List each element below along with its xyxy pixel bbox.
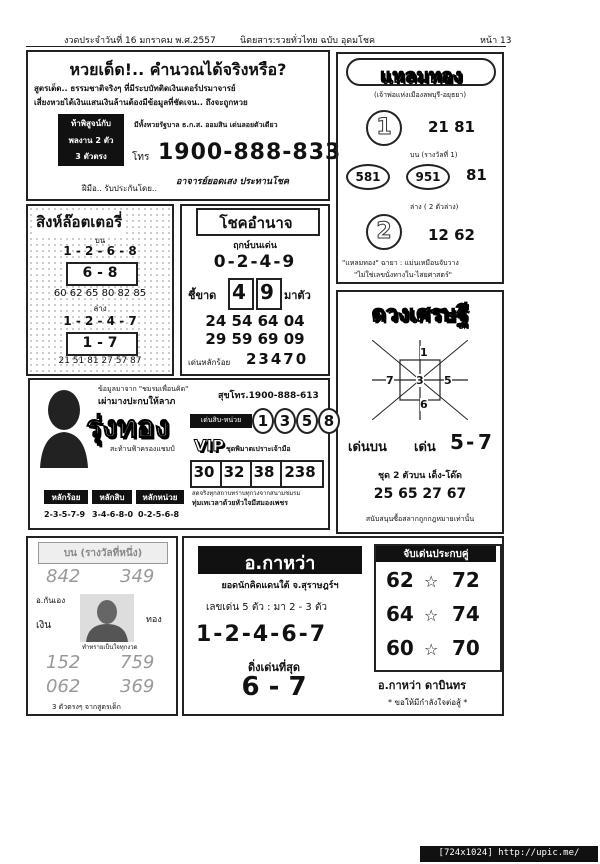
rung-vh3: 0-2-5-6-8: [138, 510, 180, 519]
ad-box-line3: 3 ตัวตรง: [75, 152, 107, 161]
chok-main: 0-2-4-9: [213, 252, 297, 272]
rung-c4-value: 8: [323, 412, 335, 430]
duang-d2: 7: [478, 430, 492, 454]
duang-grid-bottom: 6: [420, 398, 428, 411]
kahwa-pair-box: [374, 544, 502, 672]
singh-row2: 60 62 65 80 82 85: [53, 288, 147, 299]
chok-row2: 29 59 69 09: [205, 330, 305, 348]
singh-lang: ล่าง: [93, 304, 107, 313]
kahwa-sign: อ.กาหว่า ดาบินทร: [378, 679, 467, 692]
singh-box2: [66, 332, 138, 356]
chok-title: โชคอำนาจ: [219, 214, 293, 232]
rung-h2-label: หลักสิบ: [99, 493, 125, 502]
laemthong-title-frame: [346, 58, 496, 86]
duang-label: เด่นบน: [348, 440, 387, 455]
rung-mid2: ทุ่มเทเวลาด้วยหัวใจมีสมองเพชร: [192, 499, 289, 507]
rung-v2: [220, 460, 252, 488]
laemthong-number-2: 2: [376, 219, 392, 244]
laemthong-oval-value-1: 581: [355, 170, 381, 184]
singh-box2-value: 1 - 7: [82, 335, 118, 351]
ad-line2: เสี่ยงหวยได้เงินแสนเงินล้านต้องมีข้อมูลที่ชัดเจน.. ถึงจะถูกหวย: [34, 98, 248, 107]
issue-date: งวดประจำวันที่ 16 มกราคม พ.ศ.2557: [64, 36, 216, 46]
kahwa-dead: 6 - 7: [241, 672, 307, 702]
ad-phone[interactable]: 1900-888-833: [158, 140, 342, 165]
laemthong-number-1: 1: [376, 115, 392, 140]
rung-h3: [136, 490, 184, 504]
kahwa-dead-label: ดิ่งเด่นที่สุด: [247, 661, 301, 674]
rung-phone[interactable]: สุขโทร.1900-888-613: [218, 391, 319, 401]
kahwa-p2b: 74: [452, 602, 480, 626]
portrait-icon: [36, 388, 92, 468]
chok-d2: 9: [260, 280, 274, 304]
rung-vh1: 2-3-5-7-9: [44, 510, 86, 519]
laemthong-label-lang: ล่าง ( 2 ตัวล่าง): [410, 203, 459, 211]
laemthong-panel: [336, 52, 504, 284]
rung-v3-value: 38: [253, 463, 275, 481]
kahwa-p3b: 70: [452, 636, 480, 660]
laemthong-quote-2: "ไม่ใช่เลขนั่งทางใน-ไสยศาสตร์": [354, 271, 452, 279]
ad-phone-label: โทร: [132, 152, 150, 163]
rung-small-label-text: เด่นสิบ-หน่วย: [200, 416, 242, 424]
duang-foot: สนับสนุนซื้อสลากถูกกฎหมายเท่านั้น: [365, 515, 475, 523]
chok-hund: 23470: [246, 350, 309, 368]
page-number: หน้า 13: [480, 36, 512, 46]
kahwa-title-frame: [198, 546, 362, 574]
laemthong-oval-2: [406, 164, 450, 190]
rung-vip: VIP: [194, 436, 225, 455]
singh-panel: [26, 204, 174, 376]
bl-lbl3: ทอง: [146, 615, 162, 625]
kahwa-p2a: 64: [386, 602, 414, 626]
bl-title-frame: [38, 542, 168, 564]
bl-n1: 842: [46, 566, 81, 587]
rung-v2-value: 32: [223, 463, 245, 481]
rung-v1-value: 30: [193, 463, 215, 481]
ad-signer: อาจารย์ยอดเสง ประทานโชค: [176, 177, 289, 187]
bl-n2: 349: [120, 566, 155, 587]
star-icon: ☆: [424, 572, 439, 591]
rung-vh2: 3-4-6-8-0: [92, 510, 134, 519]
duang-dash: -: [466, 430, 475, 454]
watermark-bar: [420, 846, 598, 862]
bl-title: บน (รางวัลที่หนึ่ง): [63, 548, 143, 559]
rung-small-label: [190, 414, 252, 428]
rung-v4: [280, 460, 324, 488]
duang-grid-top: 1: [420, 346, 428, 359]
kahwa-main: 1-2-4-6-7: [196, 622, 328, 647]
chok-hund-label: เด่นหลักร้อย: [188, 358, 231, 367]
bl-n3: 152: [46, 652, 81, 673]
bl-note: ทำทรายเป็นใจทุกงวด: [82, 644, 138, 651]
bottom-left-panel: [26, 536, 178, 716]
rung-c4: [318, 408, 340, 434]
laemthong-oval-value-2: 951: [415, 170, 441, 184]
chok-d1-box: [228, 278, 254, 310]
kahwa-p3a: 60: [386, 636, 414, 660]
singh-row3: 1 - 2 - 4 - 7: [63, 314, 137, 328]
rung-vip-sub: ชุดพิมาตเปราะเจ้ามือ: [226, 445, 291, 453]
singh-row1: 1 - 2 - 6 - 8: [63, 244, 137, 258]
rung-h1-label: หลักร้อย: [51, 493, 81, 502]
laemthong-oval-1: [346, 164, 390, 190]
rung-h1: [44, 490, 88, 504]
chok-sub: ฤกษ์บนเด่น: [233, 241, 277, 251]
chok-row1: 24 54 64 04: [205, 312, 305, 330]
rung-top: ข้อมูลมาจาก "ชมรมเพื่อนคิด": [98, 385, 189, 393]
kahwa-slogan: * ขอให้มีกำลังใจต่อสู้ *: [388, 698, 468, 707]
chok-chee: ชี้ขาด: [188, 289, 217, 302]
portrait-icon: [80, 594, 134, 642]
ad-line1: สูตรเด็ด.. ธรรมชาติจริงๆ ที่มีระบบัทติดเงินเตอร์ปรมาจารย์: [34, 84, 236, 93]
duang-label2: เด่น: [414, 440, 436, 455]
kahwa-title: อ.กาหว่า: [244, 553, 316, 574]
duang-grid-right: 5: [444, 374, 452, 387]
ad-hotnumber: [26, 50, 342, 201]
rung-c2: [274, 408, 296, 434]
bl-n4: 759: [120, 652, 155, 673]
circle-arrow-icon: [366, 110, 402, 146]
rung-c2-value: 3: [279, 412, 291, 430]
header-rule: [26, 46, 506, 47]
bl-n6: 369: [120, 676, 155, 697]
singh-bon: บน: [94, 236, 106, 245]
laemthong-title: แหลมทอง: [379, 65, 463, 87]
rung-c3: [296, 408, 318, 434]
laemthong-values-1: 21 81: [428, 118, 475, 136]
singh-row4: 21 51 81 27 57 87: [58, 356, 142, 366]
kahwa-pair-title: จับเด่นประกบคู่: [403, 549, 469, 560]
kahwa-p1a: 62: [386, 568, 414, 592]
chok-d1: 4: [232, 280, 246, 304]
duang-grid-left: 7: [386, 374, 394, 387]
kahwa-p1b: 72: [452, 568, 480, 592]
ad-box-line1: ท้าพิสูจน์กับ: [71, 119, 111, 128]
duang-title: ดวงเศรษฐี: [371, 302, 469, 327]
laemthong-value-81: 81: [466, 166, 487, 184]
duang-panel: [336, 290, 504, 534]
star-icon: ☆: [424, 640, 439, 659]
chok-d2-box: [256, 278, 282, 310]
laemthong-subtitle: (เจ้าพ่อแห่งเมืองลพบุรี-อยุธยา): [373, 91, 467, 99]
rungthong-panel: [28, 378, 335, 530]
kahwa-sub: ยอดนักคิดแดนใต้ จ.สุราษฎร์ฯ: [221, 581, 339, 591]
bl-n5: 062: [46, 676, 81, 697]
rung-mid1: สดจริงทุกสถาบทราบทุกวงจากสนามชมรม: [192, 490, 301, 497]
rung-c3-value: 5: [301, 412, 313, 430]
rung-v3: [250, 460, 282, 488]
kahwa-panel: [182, 536, 504, 716]
rung-v4-value: 238: [284, 463, 316, 481]
laemthong-values-2: 12 62: [428, 226, 475, 244]
rung-top2: เผ่ามางปะกบให้ลาภ: [98, 397, 176, 407]
singh-box1: [66, 262, 138, 286]
kahwa-line: เลขเด่น 5 ตัว : มา 2 - 3 ตัว: [206, 602, 328, 613]
rung-h3-label: หลักหน่วย: [142, 493, 178, 502]
duang-grid-center: 3: [416, 374, 424, 387]
magazine-title: นิตยสาร:รวยทั่วไทย ฉบับ อุดมโชค: [240, 36, 375, 46]
duang-d1: 5: [450, 430, 464, 454]
ad-challenge-box: [58, 114, 124, 166]
chok-matua: มาตัว: [284, 289, 311, 302]
rung-c1: [252, 408, 274, 434]
duang-nums: 25 65 27 67: [373, 486, 467, 502]
circle-arrow-icon: [366, 214, 402, 250]
chok-title-frame: [196, 208, 320, 236]
ad-footer: ฝีมือ.. รับประกันโดย..: [82, 184, 158, 193]
laemthong-quote-1: "แหลมทอง" ฉายา : แม่นเหมือนจับวาง: [342, 259, 459, 267]
ad-promo: มีทั้งหวยรัฐบาล ธ.ก.ส. ออมสิน เด่นลอยตัวเดียว: [134, 121, 278, 129]
rung-sub: สะท้านฟ้าครองแชมป์: [110, 445, 175, 453]
rung-big: รุ่งทอง: [86, 410, 170, 445]
kahwa-pair-title-frame: [376, 546, 496, 562]
rung-v1: [190, 460, 222, 488]
ad-title: หวยเด็ด!.. คำนวณได้จริงหรือ?: [69, 60, 287, 79]
rung-c1-value: 1: [257, 412, 269, 430]
ad-box-line2: พลงาน 2 ตัว: [68, 136, 114, 145]
duang-chud: ชุด 2 ตัวบน เด็ง-โด๊ด: [378, 471, 462, 481]
star-icon: ☆: [424, 606, 439, 625]
bl-lbl1: อ.กันเอง: [36, 596, 66, 605]
bl-lbl2: เงิน: [36, 620, 52, 631]
singh-box1-value: 6 - 8: [82, 265, 118, 281]
bl-foot: 3 ตัวตรงๆ จากสูตรเด็ก: [52, 703, 121, 711]
singh-title: สิงห์ล๊อตเตอรี่: [36, 210, 122, 234]
rung-h2: [92, 490, 132, 504]
chok-panel: [180, 204, 330, 376]
laemthong-label-bon: บน (รางวัลที่ 1): [410, 151, 458, 159]
watermark-text: [724x1024] http://upic.me/: [438, 848, 580, 858]
